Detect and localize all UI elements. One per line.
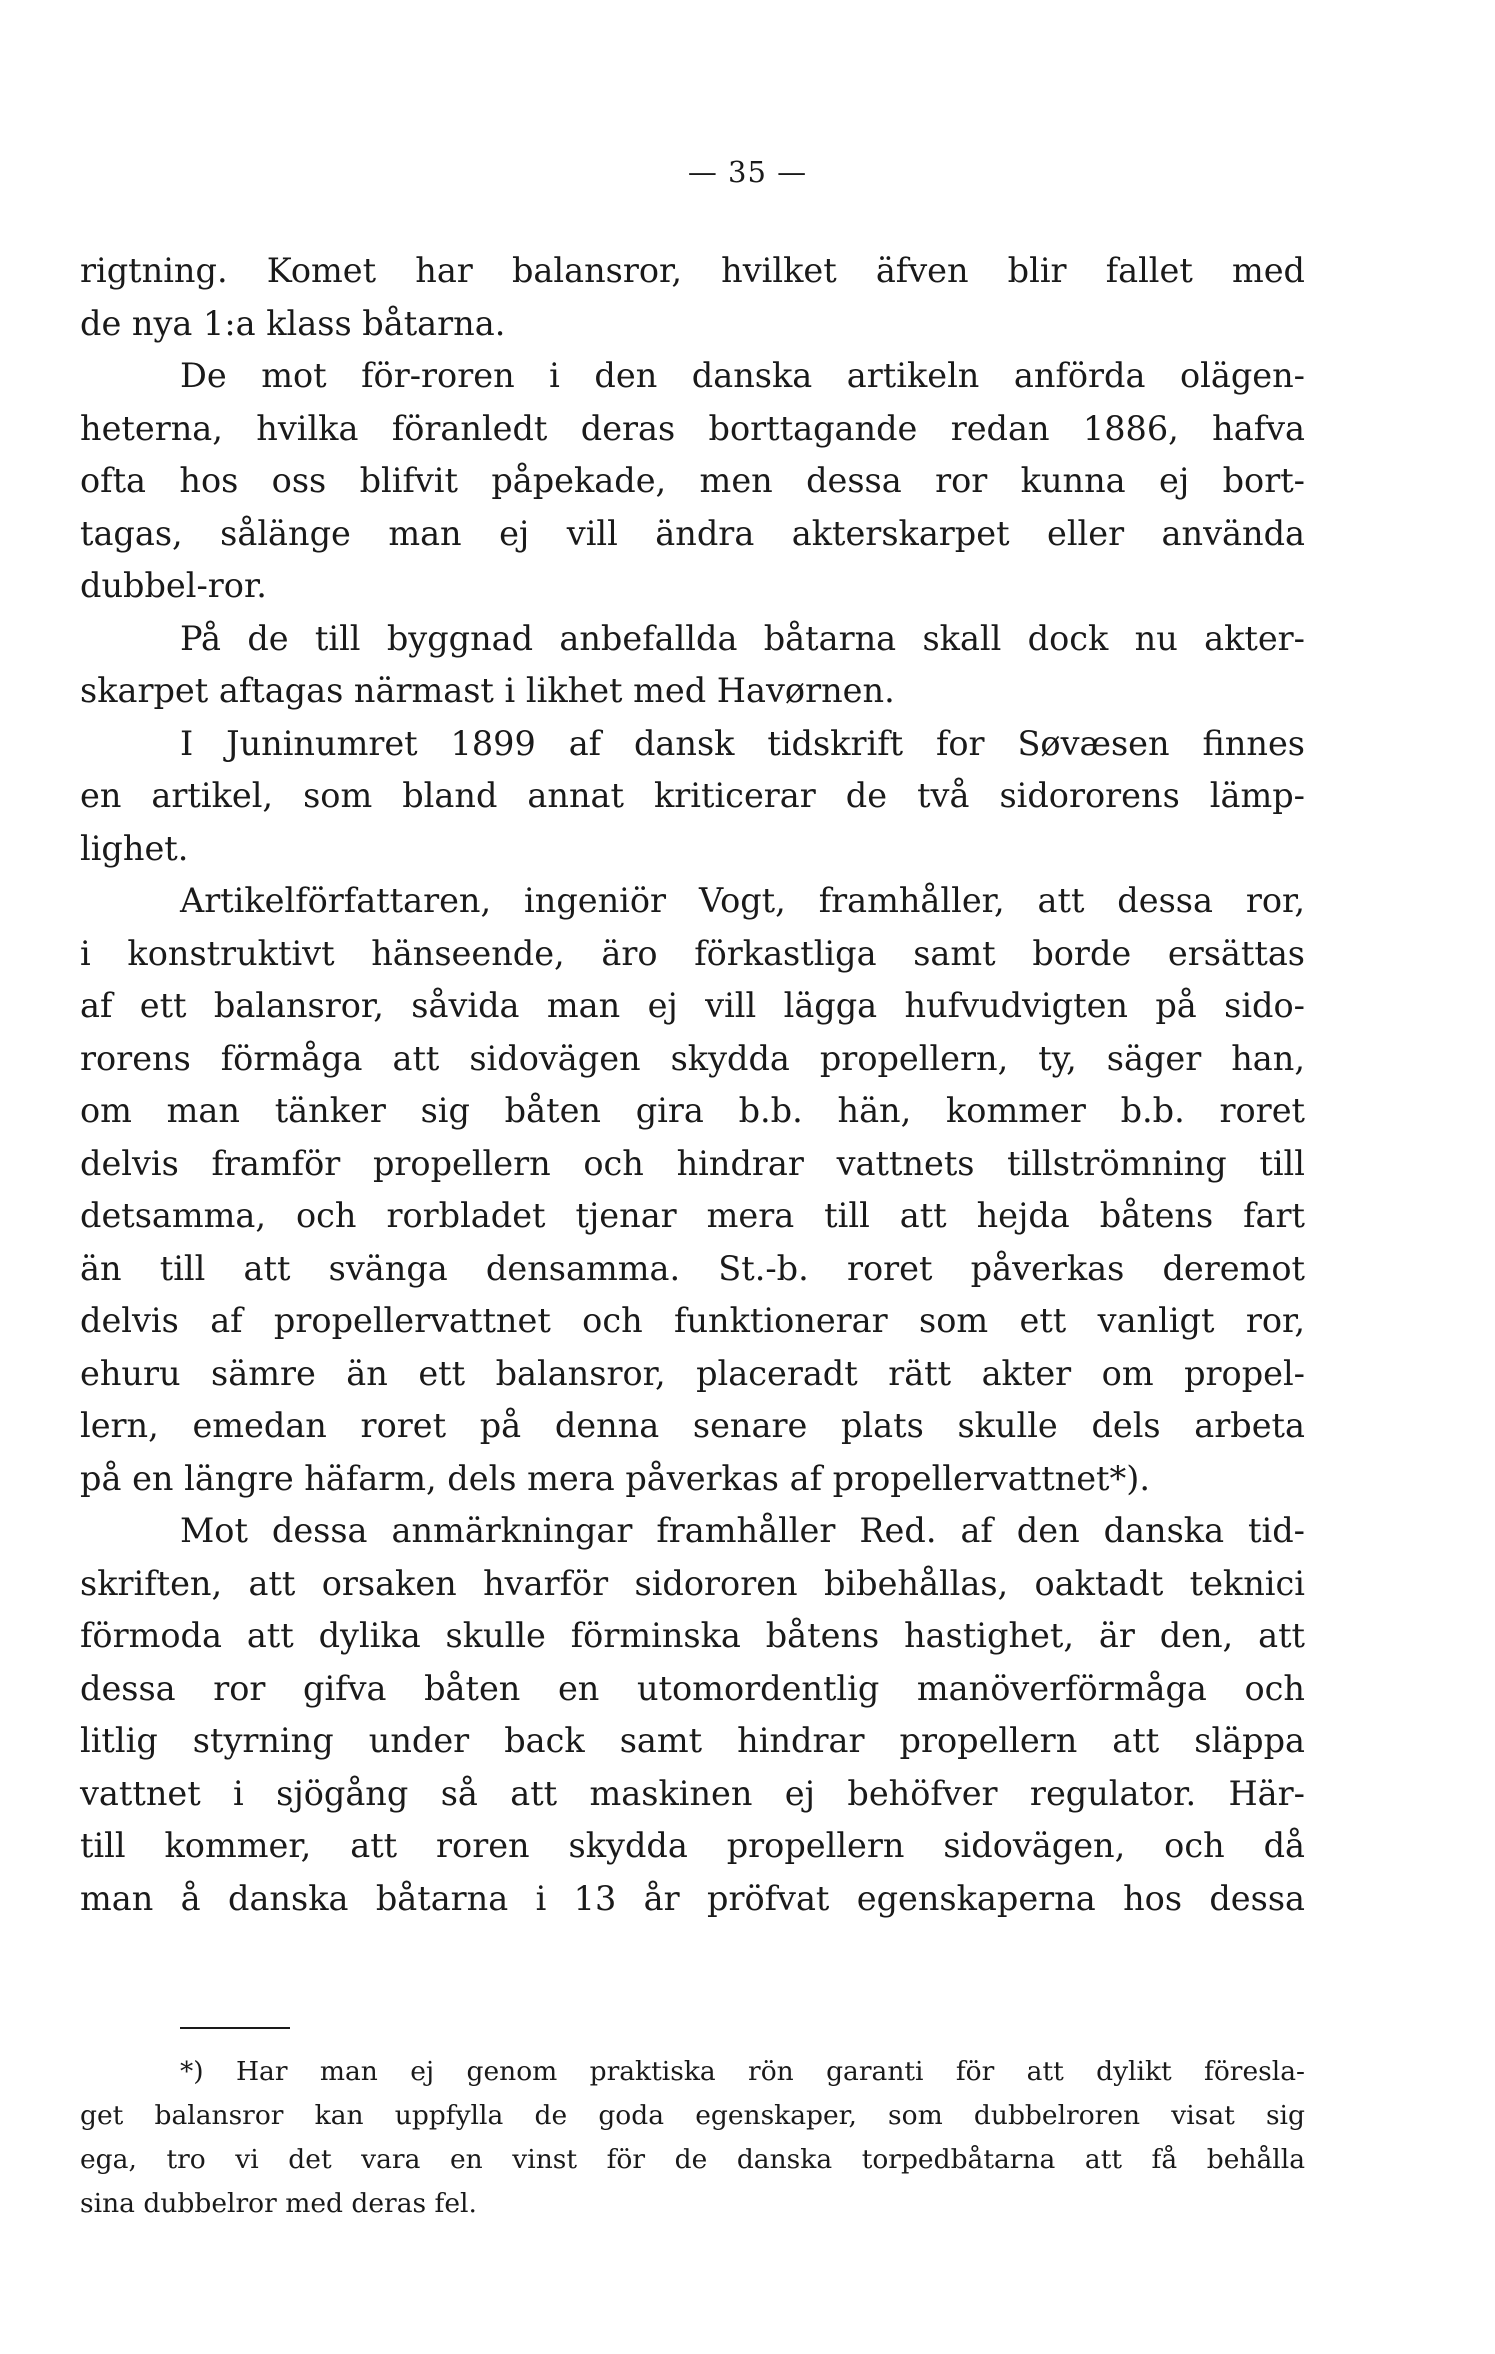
body-text-line: skarpet aftagas närmast i likhet med Havørnen. xyxy=(80,671,895,710)
footnote-line: sina dubbelror med deras fel. xyxy=(80,2188,477,2219)
footnote-line: get balansror kan uppfylla de goda egenskaper, som dubbelroren visat sig xyxy=(80,2100,1305,2131)
body-text-line: detsamma, och rorbladet tjenar mera till att hejda båtens fart xyxy=(80,1196,1305,1235)
footnote-divider xyxy=(180,2027,290,2029)
body-text-line: rorens förmåga att sidovägen skydda propellern, ty, säger han, xyxy=(80,1038,1305,1078)
footnote xyxy=(80,2050,1305,2226)
body-text-line: dessa ror gifva båten en utomordentlig manöverförmåga och xyxy=(80,1668,1305,1708)
body-text-line: förmoda att dylika skulle förminska båtens hastighet, är den, att xyxy=(80,1616,1305,1655)
body-text-line: om man tänker sig båten gira b.b. hän, kommer b.b. roret xyxy=(80,1091,1305,1130)
body-text-line: på en längre häfarm, dels mera påverkas af propellervattnet*). xyxy=(80,1458,1150,1498)
body-text-line: de nya 1:a klass båtarna. xyxy=(80,303,506,343)
body-text-line: af ett balansror, såvida man ej vill lägga hufvudvigten på sido- xyxy=(80,986,1305,1025)
body-text-line: man å danska båtarna i 13 år pröfvat egenskaperna hos dessa xyxy=(80,1878,1305,1918)
body-text-line: dubbel-ror. xyxy=(80,566,267,605)
body-text-line: I Juninumret 1899 af dansk tidskrift for Søvæsen finnes xyxy=(180,723,1305,763)
body-text-line: lern, emedan roret på denna senare plats skulle dels arbeta xyxy=(80,1406,1305,1445)
body-text-line: På de till byggnad anbefallda båtarna skall dock nu akter- xyxy=(180,618,1305,658)
footnote-line: *) Har man ej genom praktiska rön garanti för att dylikt föresla- xyxy=(180,2056,1305,2087)
body-text-line: än till att svänga densamma. St.-b. roret påverkas deremot xyxy=(80,1248,1305,1288)
body-text-line: delvis af propellervattnet och funktionerar som ett vanligt ror, xyxy=(80,1301,1305,1340)
body-text-line: rigtning. Komet har balansror, hvilket äfven blir fallet med xyxy=(80,251,1305,290)
body-text-line: tagas, sålänge man ej vill ändra akterskarpet eller använda xyxy=(80,513,1305,553)
body-text xyxy=(80,245,1305,1925)
body-text-line: till kommer, att roren skydda propellern sidovägen, och då xyxy=(80,1826,1305,1865)
body-text-line: delvis framför propellern och hindrar vattnets tillströmning till xyxy=(80,1143,1305,1183)
body-text-line: De mot för-roren i den danska artikeln anförda olägen- xyxy=(180,356,1305,395)
body-text-line: Mot dessa anmärkningar framhåller Red. af den danska tid- xyxy=(180,1511,1305,1550)
body-text-line: ofta hos oss blifvit påpekade, men dessa ror kunna ej bort- xyxy=(80,461,1305,500)
footnote-line: ega, tro vi det vara en vinst för de danska torpedbåtarna att få behålla xyxy=(80,2144,1305,2175)
body-text-line: heterna, hvilka föranledt deras borttagande redan 1886, hafva xyxy=(80,408,1305,448)
body-text-line: skriften, att orsaken hvarför sidororen bibehållas, oaktadt teknici xyxy=(80,1563,1305,1603)
body-text-line: litlig styrning under back samt hindrar propellern att släppa xyxy=(80,1721,1305,1760)
body-text-line: en artikel, som bland annat kriticerar de två sidororens lämp- xyxy=(80,776,1305,815)
body-text-line: lighet. xyxy=(80,828,189,868)
body-text-line: vattnet i sjögång så att maskinen ej behöfver regulator. Här- xyxy=(80,1773,1305,1813)
page-number: — 35 — xyxy=(687,155,808,189)
body-text-line: ehuru sämre än ett balansror, placeradt rätt akter om propel- xyxy=(80,1353,1305,1393)
body-text-line: Artikelförfattaren, ingeniör Vogt, framhåller, att dessa ror, xyxy=(180,881,1305,920)
body-text-line: i konstruktivt hänseende, äro förkastliga samt borde ersättas xyxy=(80,933,1305,973)
